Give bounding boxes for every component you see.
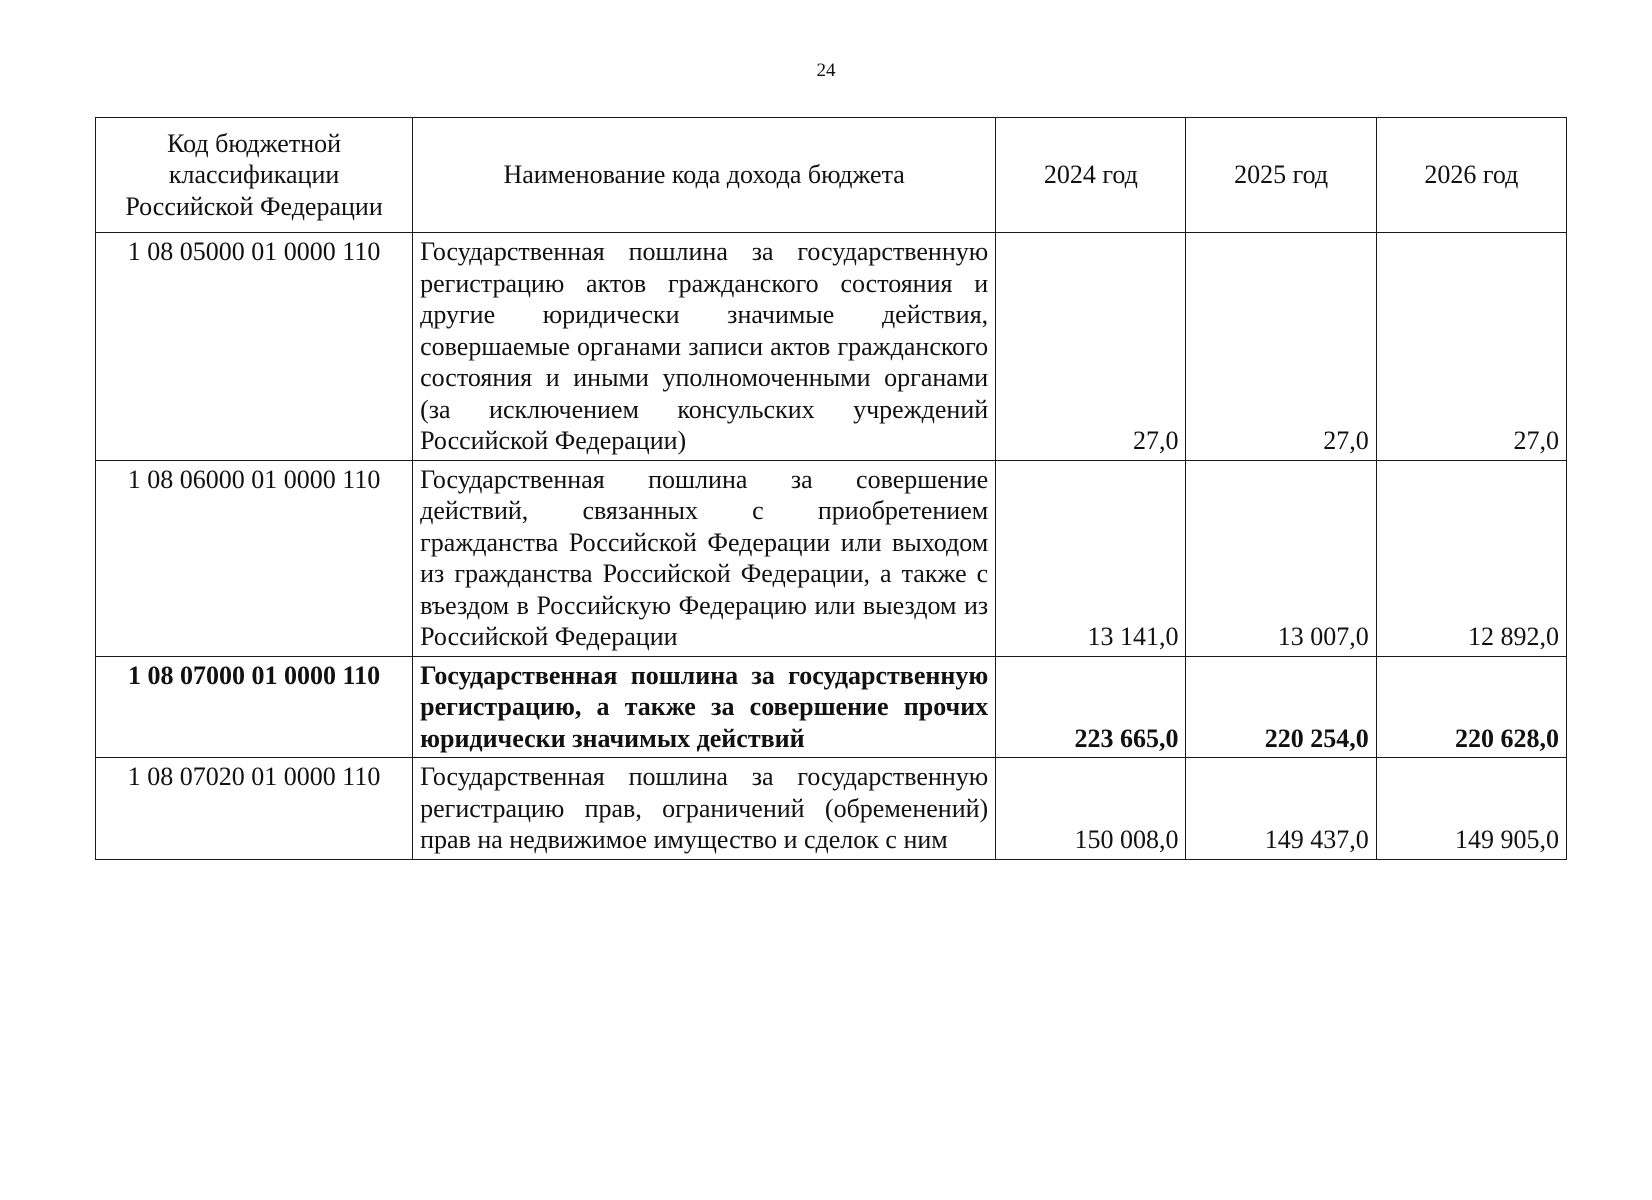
header-2026: 2026 год [1376, 118, 1566, 233]
row-code: 1 08 06000 01 0000 110 [96, 460, 413, 656]
header-code: Код бюджетной классификации Российской Федерации [96, 118, 413, 233]
row-value-2024: 223 665,0 [996, 656, 1186, 758]
row-value-2026: 149 905,0 [1376, 758, 1566, 860]
row-value-2025: 27,0 [1186, 233, 1376, 461]
row-value-2026: 27,0 [1376, 233, 1566, 461]
header-2024: 2024 год [996, 118, 1186, 233]
table-row [96, 758, 1567, 860]
row-name: Государственная пошлина за государственную регистрацию, а также за совершение прочих юридически значимых действий [413, 656, 996, 758]
row-name: Государственная пошлина за совершение действий, связанных с приобретением гражданства Российской Федерации или выходом из гражданства Российской Федерации, а также с въездом в Российскую Федерацию или выездом из Российской Федерации [413, 460, 996, 656]
row-name: Государственная пошлина за государственную регистрацию актов гражданского состояния и другие юридически значимые действия, совершаемые органами записи актов гражданского состояния и иными уполномоченными органами (за исключением консульских учреждений Российской Федерации) [413, 233, 996, 461]
row-code: 1 08 07000 01 0000 110 [96, 656, 413, 758]
row-name: Государственная пошлина за государственную регистрацию прав, ограничений (обременений) прав на недвижимое имущество и сделок с ним [413, 758, 996, 860]
row-value-2025: 220 254,0 [1186, 656, 1376, 758]
page-number: 24 [816, 60, 836, 81]
table-header-row [96, 118, 1567, 233]
table-row [96, 460, 1567, 656]
row-value-2026: 220 628,0 [1376, 656, 1566, 758]
row-value-2025: 13 007,0 [1186, 460, 1376, 656]
row-value-2024: 27,0 [996, 233, 1186, 461]
row-value-2026: 12 892,0 [1376, 460, 1566, 656]
row-code: 1 08 05000 01 0000 110 [96, 233, 413, 461]
row-value-2025: 149 437,0 [1186, 758, 1376, 860]
table-row [96, 656, 1567, 758]
row-value-2024: 150 008,0 [996, 758, 1186, 860]
header-2025: 2025 год [1186, 118, 1376, 233]
table-row [96, 233, 1567, 461]
budget-revenue-table [95, 117, 1567, 860]
header-name: Наименование кода дохода бюджета [413, 118, 996, 233]
row-code: 1 08 07020 01 0000 110 [96, 758, 413, 860]
row-value-2024: 13 141,0 [996, 460, 1186, 656]
